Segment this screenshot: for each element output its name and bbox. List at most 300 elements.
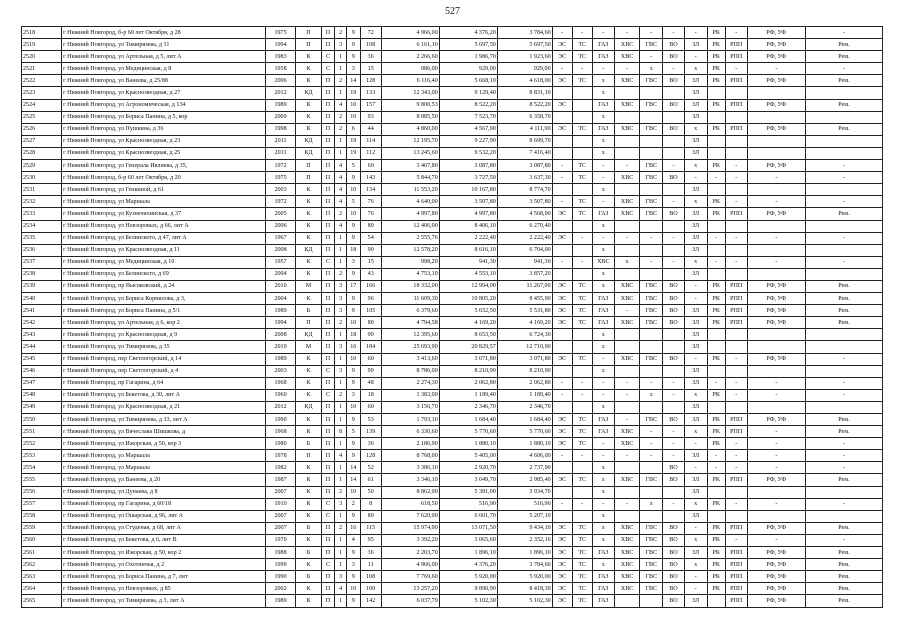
table-cell: ЭС	[552, 474, 572, 486]
table-cell: ГАЗ	[592, 595, 614, 607]
table-cell: 10	[346, 111, 360, 123]
table-cell: ЭС	[552, 414, 572, 426]
table-cell: -	[552, 172, 572, 184]
table-cell: С	[321, 498, 335, 510]
table-cell	[552, 244, 572, 256]
table-cell: 4 966,00	[381, 559, 439, 571]
table-cell: ХВС	[614, 426, 639, 438]
table-cell: 112	[360, 147, 381, 159]
table-cell: 1 923,60	[497, 51, 552, 63]
table-cell	[614, 510, 639, 522]
table-cell: 93	[360, 111, 381, 123]
table-cell: -	[805, 462, 882, 474]
table-cell: х	[614, 256, 639, 268]
table-cell: -	[614, 305, 639, 317]
table-cell: КД	[296, 147, 321, 159]
table-cell: РФ, УФ	[747, 27, 805, 39]
table-row	[22, 595, 883, 607]
table-cell	[707, 510, 725, 522]
table-cell: КД	[296, 135, 321, 147]
table-cell: Рем.	[805, 293, 882, 305]
table-cell: -	[614, 160, 639, 172]
table-cell: -	[663, 196, 684, 208]
table-cell: ЗЛ	[684, 510, 707, 522]
table-cell: 8 210,90	[439, 365, 497, 377]
table-cell: -	[640, 426, 663, 438]
table-cell: 99	[360, 365, 381, 377]
table-cell: 9	[346, 305, 360, 317]
table-cell: 6 330,60	[381, 426, 439, 438]
table-cell: 166	[360, 280, 381, 292]
table-cell: -	[640, 450, 663, 462]
table-cell: 3 071,80	[497, 353, 552, 365]
table-cell: -	[592, 196, 614, 208]
table-row	[22, 365, 883, 377]
table-cell	[614, 135, 639, 147]
table-cell: К	[296, 365, 321, 377]
table-cell: -	[684, 571, 707, 583]
table-cell: -	[592, 232, 614, 244]
table-cell	[747, 147, 805, 159]
table-cell: 9	[346, 232, 360, 244]
table-cell	[663, 111, 684, 123]
table-row	[22, 353, 883, 365]
table-cell: 2563	[22, 571, 62, 583]
table-cell: 12 195,70	[381, 135, 439, 147]
table-cell: г Нижний Новгород, ул Агрономическая, д 134	[62, 99, 266, 111]
table-row	[22, 498, 883, 510]
table-row	[22, 401, 883, 413]
table-cell: 11 267,00	[497, 280, 552, 292]
table-cell: П	[321, 280, 335, 292]
table-cell: П	[321, 111, 335, 123]
table-cell: ТС	[572, 280, 592, 292]
table-cell: -	[725, 438, 747, 450]
table-cell: 133	[360, 87, 381, 99]
table-row	[22, 450, 883, 462]
table-cell: ЭС	[552, 583, 572, 595]
table-cell: 7 416,40	[497, 147, 552, 159]
table-cell: -	[592, 63, 614, 75]
table-cell: 12 395,60	[381, 329, 439, 341]
table-cell: х	[592, 474, 614, 486]
table-cell: 3	[335, 498, 347, 510]
table-cell: ХВС	[614, 317, 639, 329]
table-cell: 2525	[22, 111, 62, 123]
table-cell: Рем.	[805, 571, 882, 583]
table-cell: ЗЛ	[684, 39, 707, 51]
table-cell: 2 266,60	[381, 51, 439, 63]
table-cell: 25 693,90	[381, 341, 439, 353]
table-cell	[640, 365, 663, 377]
table-cell: 2 985,40	[497, 474, 552, 486]
table-cell: ТС	[572, 426, 592, 438]
table-cell: 100	[360, 583, 381, 595]
table-cell: -	[663, 438, 684, 450]
table-cell	[640, 147, 663, 159]
table-cell: 76	[360, 196, 381, 208]
table-cell: ЭС	[552, 353, 572, 365]
table-cell: 1	[335, 510, 347, 522]
table-cell	[747, 510, 805, 522]
table-cell	[805, 111, 882, 123]
table-cell: РФ, УФ	[747, 317, 805, 329]
table-cell: 128	[360, 75, 381, 87]
table-cell: 10	[346, 184, 360, 196]
table-cell: 2004	[265, 268, 296, 280]
table-cell: ГВС	[640, 99, 663, 111]
table-cell	[552, 329, 572, 341]
table-row	[22, 99, 883, 111]
table-cell: 3	[335, 571, 347, 583]
table-cell: М	[296, 341, 321, 353]
table-cell: 516,90	[497, 498, 552, 510]
table-cell: ВО	[663, 583, 684, 595]
table-cell: ЗЛ	[684, 268, 707, 280]
table-cell: 8	[360, 498, 381, 510]
table-cell: 2012	[265, 401, 296, 413]
table-cell: РК	[707, 27, 725, 39]
table-row	[22, 196, 883, 208]
table-cell: 80	[360, 510, 381, 522]
table-cell: 4	[335, 184, 347, 196]
table-row	[22, 27, 883, 39]
table-cell: РПП	[725, 51, 747, 63]
table-cell: ЭС	[552, 426, 572, 438]
table-cell: х	[592, 365, 614, 377]
table-cell: 1975	[265, 27, 296, 39]
table-cell: х	[592, 486, 614, 498]
table-cell: 9	[346, 595, 360, 607]
table-cell: 3 392,20	[381, 534, 439, 546]
table-cell: 2006	[265, 220, 296, 232]
table-cell: РК	[707, 353, 725, 365]
table-cell: П	[321, 486, 335, 498]
table-cell: 1989	[265, 595, 296, 607]
table-cell: 7 523,70	[439, 111, 497, 123]
table-cell	[805, 486, 882, 498]
table-cell: П	[321, 232, 335, 244]
table-cell: -	[725, 160, 747, 172]
table-cell: ТС	[572, 208, 592, 220]
table-cell	[725, 87, 747, 99]
table-cell: 5 102,30	[439, 595, 497, 607]
table-cell: К	[296, 220, 321, 232]
table-cell	[725, 111, 747, 123]
table-cell: 1980	[265, 438, 296, 450]
table-cell: ЗЛ	[684, 184, 707, 196]
table-row	[22, 317, 883, 329]
table-cell: ЭС	[552, 123, 572, 135]
table-cell: 11 609,30	[381, 293, 439, 305]
table-cell: К	[296, 462, 321, 474]
table-cell: П	[296, 160, 321, 172]
table-cell: -	[747, 438, 805, 450]
table-cell: 4 111,90	[497, 123, 552, 135]
table-cell: 9	[346, 450, 360, 462]
table-cell: РПП	[725, 474, 747, 486]
table-cell	[805, 87, 882, 99]
table-cell: ХВС	[614, 547, 639, 559]
table-cell	[572, 329, 592, 341]
table-cell: -	[572, 450, 592, 462]
table-cell: П	[321, 426, 335, 438]
table-cell: КД	[296, 329, 321, 341]
table-cell	[552, 87, 572, 99]
table-cell: Рем.	[805, 99, 882, 111]
table-cell: 1967	[265, 232, 296, 244]
table-cell	[614, 268, 639, 280]
table-cell: -	[552, 63, 572, 75]
table-cell: 5 770,60	[497, 426, 552, 438]
table-cell: РК	[707, 571, 725, 583]
table-cell: ВО	[663, 474, 684, 486]
table-row	[22, 87, 883, 99]
table-cell: 2010	[265, 341, 296, 353]
table-cell: ГВС	[640, 522, 663, 534]
table-cell: 2537	[22, 256, 62, 268]
table-cell: -	[663, 426, 684, 438]
table-cell: ХВС	[614, 172, 639, 184]
table-cell	[747, 341, 805, 353]
table-cell: 4 567,90	[439, 123, 497, 135]
table-cell: г Нижний Новгород, ул Краснозвездная, д 9	[62, 329, 266, 341]
table-cell: 6 724,30	[497, 329, 552, 341]
table-cell: 90	[360, 244, 381, 256]
table-cell	[572, 135, 592, 147]
table-cell: -	[592, 450, 614, 462]
table-cell: г Нижний Новгород, ул Белинского, д 69	[62, 268, 266, 280]
table-cell: 8 522,20	[497, 99, 552, 111]
table-cell	[552, 147, 572, 159]
table-cell: 8 653,50	[439, 329, 497, 341]
table-cell: РФ, УФ	[747, 583, 805, 595]
table-cell: х	[684, 534, 707, 546]
table-cell: РК	[707, 75, 725, 87]
table-cell: 2553	[22, 450, 62, 462]
table-cell: г Нижний Новгород, ул Артельная, д 6, кор 2	[62, 317, 266, 329]
table-cell: РФ, УФ	[747, 123, 805, 135]
table-cell	[552, 184, 572, 196]
table-cell: РК	[707, 293, 725, 305]
table-cell: х	[684, 196, 707, 208]
table-row	[22, 39, 883, 51]
table-cell: х	[684, 389, 707, 401]
table-cell: 61	[360, 474, 381, 486]
table-cell: -	[614, 377, 639, 389]
table-cell: 96	[360, 293, 381, 305]
table-cell: 2007	[265, 510, 296, 522]
table-cell: -	[707, 462, 725, 474]
table-cell: 2518	[22, 27, 62, 39]
table-row	[22, 414, 883, 426]
table-cell: -	[614, 27, 639, 39]
table-cell: ВО	[663, 123, 684, 135]
table-cell	[805, 244, 882, 256]
table-cell: г Нижний Новгород, ул Тимирязева, д 3, лит А	[62, 595, 266, 607]
table-cell: РПП	[725, 414, 747, 426]
table-cell: -	[592, 160, 614, 172]
table-cell: -	[663, 63, 684, 75]
table-cell	[707, 87, 725, 99]
table-cell	[805, 341, 882, 353]
table-cell: РФ, УФ	[747, 39, 805, 51]
table-cell: П	[296, 450, 321, 462]
table-cell: РПП	[725, 99, 747, 111]
table-cell: 4	[335, 160, 347, 172]
table-cell: 9	[346, 414, 360, 426]
table-cell: 2539	[22, 280, 62, 292]
table-cell: 2004	[265, 293, 296, 305]
table-cell: РПП	[725, 305, 747, 317]
table-cell	[663, 244, 684, 256]
table-cell: 998,20	[381, 256, 439, 268]
table-cell: -	[572, 377, 592, 389]
table-cell: -	[684, 353, 707, 365]
table-cell: 18	[346, 329, 360, 341]
table-cell: 14	[346, 75, 360, 87]
table-cell: 1972	[265, 160, 296, 172]
table-cell	[572, 486, 592, 498]
table-cell: Рем.	[805, 522, 882, 534]
table-cell: 2528	[22, 147, 62, 159]
table-cell: П	[321, 135, 335, 147]
table-cell: П	[296, 317, 321, 329]
table-cell: 12 710,90	[497, 341, 552, 353]
table-cell: 1970	[265, 534, 296, 546]
table-cell: 9	[346, 51, 360, 63]
table-row	[22, 571, 883, 583]
table-cell: г Нижний Новгород, ул Тимирязева, д 11	[62, 39, 266, 51]
table-cell: 2003	[265, 365, 296, 377]
table-cell: -	[747, 63, 805, 75]
table-cell: 10	[346, 486, 360, 498]
table-cell: 1975	[265, 172, 296, 184]
table-cell: ЗЛ	[684, 135, 707, 147]
table-row	[22, 389, 883, 401]
table-cell: 2007	[265, 522, 296, 534]
table-cell: ВО	[663, 51, 684, 63]
table-cell: 1	[335, 377, 347, 389]
table-cell	[663, 147, 684, 159]
table-cell: РПП	[725, 426, 747, 438]
table-row	[22, 123, 883, 135]
table-cell: 8 455,90	[497, 293, 552, 305]
table-cell: г Нижний Новгород, ул Пушкина, д 36	[62, 123, 266, 135]
table-cell: РФ, УФ	[747, 51, 805, 63]
table-cell: -	[640, 438, 663, 450]
table-cell: х	[640, 63, 663, 75]
table-cell: П	[321, 583, 335, 595]
table-cell: -	[725, 534, 747, 546]
table-cell: 18 332,00	[381, 280, 439, 292]
table-cell: 2	[335, 268, 347, 280]
table-cell: П	[321, 438, 335, 450]
table-cell: 4 568,90	[497, 208, 552, 220]
table-cell: -	[663, 498, 684, 510]
table-cell: 9	[346, 220, 360, 232]
table-cell: ЭС	[552, 595, 572, 607]
table-cell: 2540	[22, 293, 62, 305]
table-cell: Рем.	[805, 595, 882, 607]
table-cell: Рем.	[805, 39, 882, 51]
table-cell: 4 753,10	[381, 268, 439, 280]
table-cell	[572, 111, 592, 123]
table-cell: 2 186,90	[381, 438, 439, 450]
table-cell: 6	[346, 123, 360, 135]
table-cell: -	[552, 27, 572, 39]
table-cell: КД	[296, 401, 321, 413]
table-cell: КД	[296, 87, 321, 99]
table-cell: 2010	[265, 280, 296, 292]
table-cell: 941,30	[497, 256, 552, 268]
table-cell: -	[592, 377, 614, 389]
table-cell: -	[663, 377, 684, 389]
table-cell: 2546	[22, 365, 62, 377]
table-cell: ЭС	[552, 438, 572, 450]
table-cell: -	[684, 583, 707, 595]
table-cell: -	[725, 377, 747, 389]
table-cell: 76	[360, 208, 381, 220]
table-cell: 2561	[22, 547, 62, 559]
table-cell	[640, 401, 663, 413]
table-cell: 1	[335, 401, 347, 413]
table-cell: 6 704,00	[497, 244, 552, 256]
table-cell: г Нижний Новгород, ул Вячеслава Шишкова, д	[62, 426, 266, 438]
table-cell: г Нижний Новгород, ул Генерала Ивлиева, д 35,	[62, 160, 266, 172]
table-cell: ГВС	[640, 172, 663, 184]
table-cell: х	[592, 462, 614, 474]
table-cell: ХВС	[614, 534, 639, 546]
table-cell: х	[592, 244, 614, 256]
table-cell: -	[725, 462, 747, 474]
table-cell: -	[614, 498, 639, 510]
table-cell: ЗЛ	[684, 147, 707, 159]
table-cell: ТС	[572, 39, 592, 51]
table-cell: -	[684, 51, 707, 63]
table-row	[22, 172, 883, 184]
table-cell: РФ, УФ	[747, 280, 805, 292]
table-cell: -	[725, 27, 747, 39]
table-cell: РК	[707, 208, 725, 220]
table-cell: -	[663, 389, 684, 401]
table-cell: ЗЛ	[684, 595, 707, 607]
table-cell: П	[321, 208, 335, 220]
table-cell: ГВС	[640, 317, 663, 329]
table-row	[22, 51, 883, 63]
table-cell: 53	[360, 414, 381, 426]
table-cell: ТС	[572, 51, 592, 63]
table-cell: 17	[346, 280, 360, 292]
table-cell	[707, 486, 725, 498]
table-cell: 2007	[265, 486, 296, 498]
table-cell: ХВС	[614, 293, 639, 305]
table-cell: 2 274,30	[381, 377, 439, 389]
table-cell: 9 227,90	[439, 135, 497, 147]
table-cell: -	[805, 27, 882, 39]
table-cell: ТС	[572, 583, 592, 595]
table-cell: 52	[360, 462, 381, 474]
table-cell: РФ, УФ	[747, 75, 805, 87]
table-cell: 941,30	[439, 256, 497, 268]
table-cell: 7 769,60	[381, 571, 439, 583]
table-cell	[614, 462, 639, 474]
table-cell: 3	[346, 256, 360, 268]
table-cell	[572, 401, 592, 413]
table-cell: С	[321, 51, 335, 63]
table-cell	[707, 329, 725, 341]
table-cell	[805, 401, 882, 413]
